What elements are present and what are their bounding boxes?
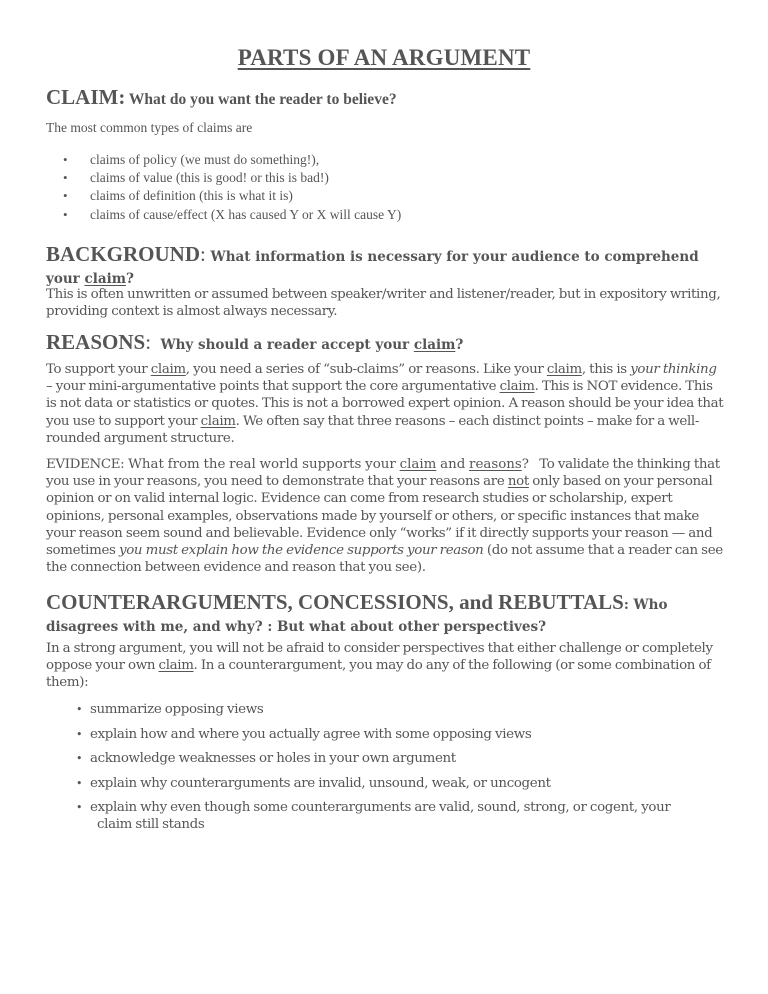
reasons-body: To support your claim, you need a series of “sub-claims” or reasons. Like your claim, this is your thinking – your mini-argumentative points that support the core argumentative claim. This is NOT evidence. This is not data or statistics or quotes. This is not a borrowed expert opinion. A reason should be your idea that you use to support your claim. We often say that three reasons – each distinct points – make for a well-rounded argument structure. (46, 362, 724, 446)
counterarguments-heading-label: COUNTERARGUMENTS, CONCESSIONS, and REBUTTALS (46, 590, 624, 614)
claim-types-list (46, 151, 401, 224)
evidence-heading-label: EVIDENCE: (46, 457, 125, 472)
counterarguments-body: In a strong argument, you will not be afraid to consider perspectives that either challenge or completely oppose your own claim. In a counterargument, you may do any of the following (or some combination of them): (46, 641, 713, 691)
counterargument-options-list (46, 701, 726, 841)
background-question: What information is necessary for your audience to comprehend (205, 249, 699, 265)
reasons-question: Why should a reader accept your (151, 337, 414, 353)
counterarguments-heading: COUNTERARGUMENTS, CONCESSIONS, and REBUTTALS: Who disagrees with me, and why? : But what about other perspectives? (46, 590, 668, 635)
list-item: • acknowledge weaknesses or holes in your own argument (46, 750, 726, 767)
list-item: • summarize opposing views (46, 701, 726, 718)
claim-term: claim (84, 271, 126, 287)
claim-term: claim (399, 457, 437, 472)
claim-heading (46, 85, 397, 109)
page-title: PARTS OF AN ARGUMENT (237, 45, 531, 70)
list-item: • claims of policy (we must do something!), (46, 151, 401, 169)
list-item: • claims of value (this is good! or this is bad!) (46, 169, 401, 187)
counterarguments-question: Who (628, 597, 668, 613)
list-item: • explain why even though some counterarguments are valid, sound, strong, or cogent, your claim still stands (46, 799, 726, 833)
reasons-heading-label: REASONS (46, 330, 146, 354)
background-body: This is often unwritten or assumed between speaker/writer and listener/reader, but in expository writing, providing context is almost always necessary. (46, 287, 721, 320)
reasons-heading: REASONS: Why should a reader accept your claim? (46, 330, 464, 354)
claim-term: claim (413, 337, 456, 353)
background-heading: BACKGROUND: What information is necessary for your audience to comprehend your claim? (46, 242, 699, 287)
list-item: • claims of definition (this is what it is) (46, 187, 401, 205)
list-item: • explain how and where you actually agree with some opposing views (46, 726, 726, 743)
reasons-term: reasons (469, 457, 522, 472)
evidence-section: EVIDENCE: What from the real world supports your claim and reasons? To validate the thinking that you use in your reasons, you need to demonstrate that your reasons are not only based on your personal opinion or on valid internal logic. Evidence can come from research studies or scholarship, expert opinions, personal examples, observations made by yourself or others, or specific instances that make your reason seem sound and believable. Evidence only “works” if it directly supports your reason — and sometimes you must explain how the evidence supports your reason (do not assume that a reader can see the connection between evidence and reason that you see). (46, 457, 724, 576)
evidence-question: What from the real world supports your (124, 457, 400, 472)
list-item: • explain why counterarguments are invalid, unsound, weak, or uncogent (46, 775, 726, 792)
claim-intro: The most common types of claims are (46, 120, 253, 135)
claim-heading-label: CLAIM: (46, 85, 126, 109)
background-heading-label: BACKGROUND (46, 242, 201, 266)
claim-question: What do you want the reader to believe? (125, 91, 397, 108)
list-item: • claims of cause/effect (X has caused Y or X will cause Y) (46, 206, 401, 224)
